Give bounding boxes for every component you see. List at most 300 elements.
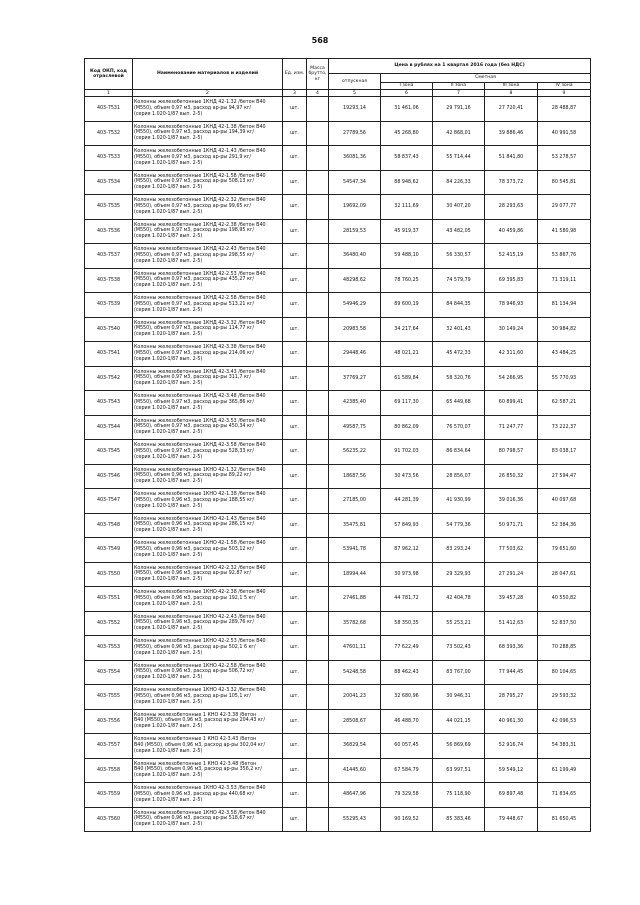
row-name-line: Колонны железобетонные 1КНД 42-2.43 /бетон В40 <box>134 247 266 253</box>
row-release-price: 18994,44 <box>329 562 381 587</box>
row-zone-2-price: 73 502,43 <box>433 636 485 661</box>
row-name-line: Колонны железобетонные 1КНО 42-3.53 /бетон В40 <box>134 786 266 792</box>
row-unit: шт. <box>283 734 307 759</box>
row-zone-4-price: 54 383,31 <box>538 734 591 759</box>
row-zone-3-price: 68 393,36 <box>485 636 538 661</box>
row-name-line: (серия 1.020-1/87 вып. 2-5) <box>134 699 203 705</box>
row-name-line: Колонны железобетонные 1КНД 42-2.32 /бетон В40 <box>134 198 266 204</box>
row-name-line: (М550), объем 0,96 м3, расход ар-ры 506,72 кг/ <box>134 669 255 675</box>
row-name <box>133 660 283 685</box>
row-name-line: (серия 1.020-1/87 вып. 2-5) <box>134 797 203 803</box>
row-zone-4-price: 28 047,61 <box>538 562 591 587</box>
row-name-line: (М550), объем 0,97 м3, расход ар-ры 435,27 кг/ <box>134 277 255 283</box>
row-code: 403-7552 <box>85 611 133 636</box>
row-release-price: 36480,40 <box>329 244 381 269</box>
row-name-line: (серия 1.020-1/87 вып. 2-5) <box>134 724 203 729</box>
row-zone-1-price: 30 973,98 <box>381 562 433 587</box>
row-zone-3-price: 79 448,67 <box>485 807 538 832</box>
row-name-line: (серия 1.020-1/87 вып. 2-5) <box>134 503 203 509</box>
row-name-line: Колонны железобетонные 1КНО 42-2.58 /бетон В40 <box>134 663 266 669</box>
row-unit: шт. <box>283 660 307 685</box>
row-zone-1-price: 87 962,12 <box>381 538 433 563</box>
row-zone-4-price: 29 593,32 <box>538 685 591 710</box>
row-zone-4-price: 53 867,76 <box>538 244 591 269</box>
row-release-price: 19692,09 <box>329 195 381 220</box>
row-zone-2-price: 56 869,69 <box>433 734 485 759</box>
row-zone-1-price: 61 589,84 <box>381 366 433 391</box>
table-row <box>85 415 591 440</box>
row-zone-4-price: 81 650,45 <box>538 807 591 832</box>
row-name-line: (М550), объем 0,97 м3, расход ар-ры 94,97 кг/ <box>134 105 251 111</box>
table-row <box>85 391 591 416</box>
row-zone-2-price: 84 226,33 <box>433 170 485 195</box>
row-mass <box>307 244 329 269</box>
row-zone-4-price: 30 984,82 <box>538 317 591 342</box>
row-zone-4-price: 61 199,49 <box>538 758 591 783</box>
row-name-line: (серия 1.020-1/87 вып. 2-5) <box>134 136 203 141</box>
row-code: 403-7539 <box>85 293 133 318</box>
row-name <box>133 807 283 832</box>
row-zone-3-price: 71 247,77 <box>485 415 538 440</box>
row-zone-4-price: 40 097,68 <box>538 489 591 514</box>
row-name-line: (М550), объем 0,97 м3, расход ар-ры 114,77 кг/ <box>134 326 255 332</box>
row-zone-4-price: 53 278,57 <box>538 146 591 171</box>
row-mass <box>307 562 329 587</box>
row-unit: шт. <box>283 170 307 195</box>
row-name-line: Колонны железобетонные 1 КНО 42-3.43 /бетон <box>134 737 257 743</box>
row-release-price: 19293,14 <box>329 97 381 122</box>
table-row <box>85 758 591 783</box>
row-zone-2-price: 56 330,57 <box>433 244 485 269</box>
column-number: 1 <box>85 90 133 97</box>
row-code: 403-7549 <box>85 538 133 563</box>
row-name-line: (М550), объем 0,97 м3, расход ар-ры 198,95 кг/ <box>134 228 255 234</box>
row-name <box>133 195 283 220</box>
row-code: 403-7535 <box>85 195 133 220</box>
row-zone-3-price: 77 944,45 <box>485 660 538 685</box>
row-name-line: Колонны железобетонные 1 КНО 42-3.38 /бетон <box>134 712 257 718</box>
row-unit: шт. <box>283 97 307 122</box>
row-zone-3-price: 80 798,57 <box>485 440 538 465</box>
table-row <box>85 611 591 636</box>
column-number-row <box>85 90 591 97</box>
row-zone-3-price: 28 293,63 <box>485 195 538 220</box>
header-estimated: Сметная <box>381 74 591 83</box>
row-name-line: Колонны железобетонные 1КНД 42-3.58 /бетон В40 <box>134 443 266 449</box>
row-zone-1-price: 45 268,80 <box>381 121 433 146</box>
row-name <box>133 293 283 318</box>
header-zone-1: I зона <box>381 83 433 90</box>
table-row <box>85 464 591 489</box>
row-name-line: (серия 1.020-1/87 вып. 2-5) <box>134 381 203 386</box>
row-zone-2-price: 74 579,79 <box>433 268 485 293</box>
row-zone-4-price: 79 651,60 <box>538 538 591 563</box>
row-name <box>133 440 283 465</box>
row-mass <box>307 636 329 661</box>
row-zone-1-price: 44 781,72 <box>381 587 433 612</box>
row-name-line: (серия 1.020-1/87 вып. 2-5) <box>134 626 203 631</box>
row-release-price: 41445,60 <box>329 758 381 783</box>
row-unit: шт. <box>283 562 307 587</box>
row-zone-3-price: 40 459,86 <box>485 219 538 244</box>
row-code: 403-7536 <box>85 219 133 244</box>
row-name <box>133 709 283 734</box>
row-release-price: 18687,56 <box>329 464 381 489</box>
row-zone-2-price: 85 383,46 <box>433 807 485 832</box>
row-name-line: (М550), объем 0,97 м3, расход ар-ры 508,13 кг/ <box>134 179 255 185</box>
row-zone-1-price: 58 350,35 <box>381 611 433 636</box>
row-name-line: Колонны железобетонные 1КНД 42-1.32 /бетон В40 <box>134 100 266 106</box>
table-row <box>85 146 591 171</box>
row-name-line: (серия 1.020-1/87 вып. 2-5) <box>134 577 203 582</box>
row-name <box>133 587 283 612</box>
row-release-price: 20983,58 <box>329 317 381 342</box>
row-unit: шт. <box>283 440 307 465</box>
row-unit: шт. <box>283 121 307 146</box>
row-code: 403-7555 <box>85 685 133 710</box>
row-zone-1-price: 88 948,62 <box>381 170 433 195</box>
row-name-line: Колонны железобетонные 1КНО 42-2.53 /бетон В40 <box>134 639 266 645</box>
row-name <box>133 636 283 661</box>
row-zone-2-price: 55 253,21 <box>433 611 485 636</box>
row-name <box>133 464 283 489</box>
table-row <box>85 121 591 146</box>
row-zone-3-price: 40 961,30 <box>485 709 538 734</box>
row-mass <box>307 219 329 244</box>
table-row <box>85 195 591 220</box>
row-zone-3-price: 51 841,80 <box>485 146 538 171</box>
table-row <box>85 170 591 195</box>
row-zone-1-price: 78 760,25 <box>381 268 433 293</box>
row-name <box>133 758 283 783</box>
row-name-line: (М550), объем 0,96 м3, расход ар-ры 188,55 кг/ <box>134 497 255 503</box>
header-price-title: Цена в рублях на 1 квартал 2016 года (без НДС) <box>329 59 591 74</box>
row-zone-3-price: 39 457,28 <box>485 587 538 612</box>
row-name-line: Колонны железобетонные 1КНД 42-1.43 /бетон В40 <box>134 149 266 155</box>
row-name-line: (серия 1.020-1/87 вып. 2-5) <box>134 111 203 117</box>
row-release-price: 54547,34 <box>329 170 381 195</box>
row-zone-1-price: 32 680,96 <box>381 685 433 710</box>
row-name-line: (М550), объем 0,97 м3, расход ар-ры 311,7 кг/ <box>134 375 251 381</box>
row-zone-1-price: 88 462,43 <box>381 660 433 685</box>
row-name-line: (серия 1.020-1/87 вып. 2-5) <box>134 283 203 288</box>
row-code: 403-7541 <box>85 342 133 367</box>
row-name-line: Колонны железобетонные 1КНД 42-2.38 /бетон В40 <box>134 222 266 228</box>
row-mass <box>307 317 329 342</box>
row-code: 403-7542 <box>85 366 133 391</box>
row-code: 403-7546 <box>85 464 133 489</box>
table-row <box>85 660 591 685</box>
row-code: 403-7559 <box>85 783 133 808</box>
row-name-line: Колонны железобетонные 1КНД 42-2.58 /бетон В40 <box>134 296 266 302</box>
row-zone-2-price: 30 946,31 <box>433 685 485 710</box>
row-code: 403-7543 <box>85 391 133 416</box>
row-name-line: Колонны железобетонные 1КНО 42-2.38 /бетон В40 <box>134 590 266 596</box>
row-name <box>133 734 283 759</box>
row-release-price: 48647,96 <box>329 783 381 808</box>
row-unit: шт. <box>283 611 307 636</box>
row-mass <box>307 783 329 808</box>
row-zone-3-price: 69 395,83 <box>485 268 538 293</box>
row-mass <box>307 366 329 391</box>
row-release-price: 27185,00 <box>329 489 381 514</box>
row-code: 403-7550 <box>85 562 133 587</box>
row-unit: шт. <box>283 317 307 342</box>
table-row <box>85 685 591 710</box>
row-zone-1-price: 44 281,39 <box>381 489 433 514</box>
row-name-line: (М550), объем 0,96 м3, расход ар-ры 502,1 6 кг/ <box>134 644 256 650</box>
row-zone-1-price: 91 702,03 <box>381 440 433 465</box>
row-zone-4-price: 28 488,87 <box>538 97 591 122</box>
row-mass <box>307 685 329 710</box>
row-mass <box>307 268 329 293</box>
row-name <box>133 538 283 563</box>
row-name-line: (М550), объем 0,96 м3, расход ар-ры 289,76 кг/ <box>134 620 255 626</box>
row-name-line: Колонны железобетонные 1КНО 42-2.43 /бетон В40 <box>134 614 266 620</box>
row-zone-4-price: 71 319,11 <box>538 268 591 293</box>
table-row <box>85 244 591 269</box>
row-zone-4-price: 71 834,65 <box>538 783 591 808</box>
row-release-price: 28508,67 <box>329 709 381 734</box>
row-mass <box>307 121 329 146</box>
table-row <box>85 562 591 587</box>
row-mass <box>307 146 329 171</box>
row-name-line: (М550), объем 0,97 м3, расход ар-ры 194,39 кг/ <box>134 130 255 136</box>
row-name-line: Колонны железобетонные 1КНО 42-2.32 /бетон В40 <box>134 565 266 571</box>
table-row <box>85 440 591 465</box>
column-number: 6 <box>381 90 433 97</box>
row-name <box>133 121 283 146</box>
row-name-line: Колонны железобетонные 1КНД 42-3.48 /бетон В40 <box>134 394 266 400</box>
table-row <box>85 513 591 538</box>
row-name <box>133 317 283 342</box>
row-name <box>133 513 283 538</box>
table-row <box>85 734 591 759</box>
row-release-price: 35475,81 <box>329 513 381 538</box>
row-release-price: 37769,27 <box>329 366 381 391</box>
row-name-line: Колонны железобетонные 1КНО 42-1.32 /бетон В40 <box>134 467 266 473</box>
column-number: 7 <box>433 90 485 97</box>
row-release-price: 48298,62 <box>329 268 381 293</box>
row-name-line: Колонны железобетонные 1КНО 42-1.38 /бетон В40 <box>134 492 266 498</box>
row-zone-4-price: 40 991,58 <box>538 121 591 146</box>
row-name-line: (серия 1.020-1/87 вып. 2-5) <box>134 332 203 337</box>
row-zone-1-price: 45 919,37 <box>381 219 433 244</box>
row-zone-4-price: 43 484,25 <box>538 342 591 367</box>
row-name-line: (серия 1.020-1/87 вып. 2-5) <box>134 234 203 239</box>
header-name: Наименование материалов и изделий <box>133 59 283 90</box>
row-zone-2-price: 41 930,99 <box>433 489 485 514</box>
row-zone-3-price: 39 886,46 <box>485 121 538 146</box>
row-code: 403-7540 <box>85 317 133 342</box>
row-zone-4-price: 83 038,17 <box>538 440 591 465</box>
table-row <box>85 342 591 367</box>
row-release-price: 54248,58 <box>329 660 381 685</box>
row-mass <box>307 807 329 832</box>
row-code: 403-7533 <box>85 146 133 171</box>
row-zone-4-price: 80 545,81 <box>538 170 591 195</box>
row-name <box>133 146 283 171</box>
row-mass <box>307 758 329 783</box>
row-name-line: Колонны железобетонные 1КНД 42-3.53 /бетон В40 <box>134 418 266 424</box>
row-name <box>133 562 283 587</box>
row-name <box>133 219 283 244</box>
row-zone-3-price: 78 373,72 <box>485 170 538 195</box>
row-name-line: В40 (М550), объем 0,96 м3, расход ар-ры 356,2 кг/ <box>134 767 262 773</box>
row-zone-2-price: 58 320,76 <box>433 366 485 391</box>
page-number: 568 <box>311 36 329 45</box>
row-zone-4-price: 42 096,53 <box>538 709 591 734</box>
row-name-line: (серия 1.020-1/87 вып. 2-5) <box>134 307 203 313</box>
row-zone-4-price: 55 770,93 <box>538 366 591 391</box>
row-name-line: Колонны железобетонные 1КНД 42-3.32 /бетон В40 <box>134 320 266 326</box>
row-name-line: (серия 1.020-1/87 вып. 2-5) <box>134 822 203 827</box>
row-code: 403-7545 <box>85 440 133 465</box>
row-zone-3-price: 28 795,27 <box>485 685 538 710</box>
row-zone-3-price: 51 412,63 <box>485 611 538 636</box>
row-code: 403-7532 <box>85 121 133 146</box>
row-name <box>133 685 283 710</box>
column-number: 8 <box>485 90 538 97</box>
row-name-line: (М550), объем 0,96 м3, расход ар-ры 286,15 кг/ <box>134 522 255 528</box>
row-name <box>133 244 283 269</box>
row-zone-1-price: 69 117,30 <box>381 391 433 416</box>
row-code: 403-7554 <box>85 660 133 685</box>
row-name-line: Колонны железобетонные 1КНО 42-3.58 /бетон В40 <box>134 810 266 816</box>
row-name-line: (серия 1.020-1/87 вып. 2-5) <box>134 430 203 435</box>
header-unit: Ед. изм. <box>283 59 307 90</box>
header-release: отпускная <box>329 74 381 90</box>
row-zone-4-price: 27 594,47 <box>538 464 591 489</box>
row-zone-4-price: 41 580,98 <box>538 219 591 244</box>
row-mass <box>307 538 329 563</box>
row-release-price: 36081,36 <box>329 146 381 171</box>
row-zone-4-price: 62 587,21 <box>538 391 591 416</box>
column-number: 3 <box>283 90 307 97</box>
row-name-line: Колонны железобетонные 1КНД 42-1.38 /бетон В40 <box>134 124 266 130</box>
row-zone-4-price: 52 837,50 <box>538 611 591 636</box>
row-zone-3-price: 78 946,93 <box>485 293 538 318</box>
header-zone-2: II зона <box>433 83 485 90</box>
row-zone-1-price: 77 622,49 <box>381 636 433 661</box>
row-mass <box>307 513 329 538</box>
header-mass: Масса брутто, кг <box>307 59 329 90</box>
row-name-line: Колонны железобетонные 1КНД 42-3.38 /бетон В40 <box>134 345 266 351</box>
row-name-line: (М550), объем 0,97 м3, расход ар-ры 450,34 кг/ <box>134 424 255 430</box>
row-unit: шт. <box>283 709 307 734</box>
table-row <box>85 538 591 563</box>
row-name-line: В40 (М550), объем 0,96 м3, расход ар-ры 302,04 кг/ <box>134 742 265 748</box>
row-zone-2-price: 86 834,64 <box>433 440 485 465</box>
row-name-line: (серия 1.020-1/87 вып. 2-5) <box>134 209 203 215</box>
row-zone-1-price: 80 862,09 <box>381 415 433 440</box>
row-zone-3-price: 60 899,41 <box>485 391 538 416</box>
row-name-line: (серия 1.020-1/87 вып. 2-5) <box>134 405 203 411</box>
row-zone-1-price: 59 488,10 <box>381 244 433 269</box>
row-zone-2-price: 55 714,44 <box>433 146 485 171</box>
table-row <box>85 317 591 342</box>
row-zone-2-price: 30 407,20 <box>433 195 485 220</box>
row-mass <box>307 464 329 489</box>
table-row <box>85 97 591 122</box>
row-code: 403-7556 <box>85 709 133 734</box>
row-zone-2-price: 45 472,33 <box>433 342 485 367</box>
row-mass <box>307 293 329 318</box>
row-release-price: 49587,75 <box>329 415 381 440</box>
row-zone-3-price: 27 291,24 <box>485 562 538 587</box>
row-release-price: 53941,78 <box>329 538 381 563</box>
row-zone-3-price: 30 149,24 <box>485 317 538 342</box>
row-unit: шт. <box>283 415 307 440</box>
row-code: 403-7557 <box>85 734 133 759</box>
row-name <box>133 366 283 391</box>
row-unit: шт. <box>283 293 307 318</box>
row-zone-1-price: 79 329,58 <box>381 783 433 808</box>
row-release-price: 27461,88 <box>329 587 381 612</box>
row-mass <box>307 489 329 514</box>
row-unit: шт. <box>283 342 307 367</box>
row-unit: шт. <box>283 538 307 563</box>
row-code: 403-7548 <box>85 513 133 538</box>
row-mass <box>307 660 329 685</box>
row-name-line: (серия 1.020-1/87 вып. 2-5) <box>134 479 203 484</box>
row-zone-4-price: 73 222,37 <box>538 415 591 440</box>
table-row <box>85 783 591 808</box>
row-zone-2-price: 32 401,43 <box>433 317 485 342</box>
row-code: 403-7534 <box>85 170 133 195</box>
row-mass <box>307 342 329 367</box>
table-row <box>85 219 591 244</box>
row-code: 403-7560 <box>85 807 133 832</box>
row-unit: шт. <box>283 685 307 710</box>
row-name-line: (М550), объем 0,96 м3, расход ар-ры 192,1 5 кг/ <box>134 595 256 601</box>
row-zone-3-price: 69 897,48 <box>485 783 538 808</box>
row-name <box>133 97 283 122</box>
row-unit: шт. <box>283 587 307 612</box>
row-name-line: (М550), объем 0,97 м3, расход ар-ры 298,55 кг/ <box>134 252 255 258</box>
column-number: 9 <box>538 90 591 97</box>
row-zone-2-price: 29 329,93 <box>433 562 485 587</box>
row-release-price: 35782,68 <box>329 611 381 636</box>
row-name-line: Колонны железобетонные 1КНД 42-2.53 /бетон В40 <box>134 271 266 277</box>
row-name-line: В40 (М550), объем 0,96 м3, расход ар-ры 204,43 кг/ <box>134 718 265 724</box>
row-name-line: (М550), объем 0,97 м3, расход ар-ры 365,86 кг/ <box>134 399 255 405</box>
row-zone-3-price: 39 016,36 <box>485 489 538 514</box>
row-name-line: (М550), объем 0,97 м3, расход ар-ры 528,33 кг/ <box>134 448 255 454</box>
row-zone-4-price: 81 134,94 <box>538 293 591 318</box>
row-zone-4-price: 29 077,77 <box>538 195 591 220</box>
row-zone-1-price: 57 849,93 <box>381 513 433 538</box>
row-unit: шт. <box>283 146 307 171</box>
row-unit: шт. <box>283 807 307 832</box>
row-unit: шт. <box>283 783 307 808</box>
row-zone-1-price: 31 461,06 <box>381 97 433 122</box>
row-release-price: 55295,43 <box>329 807 381 832</box>
row-zone-1-price: 58 837,43 <box>381 146 433 171</box>
row-name <box>133 391 283 416</box>
row-mass <box>307 415 329 440</box>
row-name-line: (серия 1.020-1/87 вып. 2-5) <box>134 258 203 264</box>
row-zone-3-price: 42 311,60 <box>485 342 538 367</box>
row-name-line: Колонны железобетонные 1КНО 42-1.58 /бетон В40 <box>134 541 266 547</box>
row-code: 403-7558 <box>85 758 133 783</box>
row-name-line: (серия 1.020-1/87 вып. 2-5) <box>134 675 203 680</box>
row-name <box>133 415 283 440</box>
row-release-price: 54946,29 <box>329 293 381 318</box>
table-row <box>85 636 591 661</box>
row-name-line: (М550), объем 0,97 м3, расход ар-ры 99,65 кг/ <box>134 203 251 209</box>
row-unit: шт. <box>283 636 307 661</box>
